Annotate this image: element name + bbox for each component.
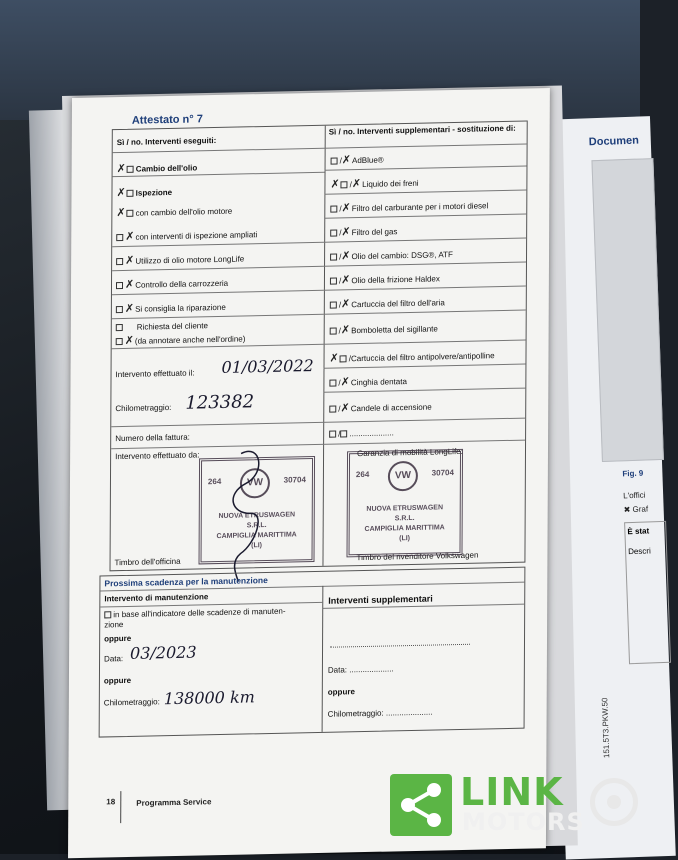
rivenditore-stamp: 264 30704 VW NUOVA ETRUSWAGEN S.R.L. CAMPIGLIA MARITTIMA (LI): [347, 449, 464, 557]
intervento-date: 01/03/2022: [221, 355, 314, 377]
left-row-3: ✗ con cambio dell'olio motore: [116, 205, 233, 220]
left-header: Sì / no. Interventi eseguiti:: [116, 135, 217, 148]
row-line: [323, 388, 525, 393]
left-row-6: ✗Controllo della carrozzeria: [116, 276, 228, 291]
row-line: [112, 266, 324, 271]
check-x-icon: ✗: [341, 201, 351, 215]
next-col1: Intervento di manutenzione: [104, 592, 209, 604]
page-title: Attestato n° 7: [131, 113, 203, 127]
right-page-box-title: È stat: [627, 526, 650, 537]
next-maintenance-box: [99, 567, 526, 738]
next-data-value: 03/2023: [130, 642, 197, 663]
check-x-icon: ✗: [340, 375, 350, 389]
check-x-icon: ✗: [341, 225, 351, 239]
next-indicator: in base all'indicatore delle scadenze di manuten-: [104, 607, 285, 620]
row-line: [324, 286, 526, 291]
next-r-data: Data: ....................: [327, 664, 394, 675]
right-page-text-2: ✖ Graf: [623, 504, 649, 515]
left-row-5: ✗Utilizzo di olio motore LongLife: [116, 251, 244, 267]
right-row-8: /✗Bomboletta del sigillante: [330, 321, 438, 336]
row-line: [324, 238, 526, 243]
intervento-da-label: Intervento effettuato da:: [115, 450, 200, 462]
next-oppure-2: oppure: [103, 675, 132, 686]
dotted-line: [330, 643, 470, 648]
check-x-icon: ✗: [124, 277, 135, 291]
right-row-7: /✗Cartuccia del filtro dell'aria: [330, 295, 445, 310]
watermark-motors-text: MOTORS: [462, 808, 585, 836]
share-icon: [390, 774, 452, 836]
right-row-5: /✗Olio del cambio: DSG®, ATF: [330, 247, 453, 263]
checkbox-icon: [116, 234, 123, 241]
right-row-10: /✗Cinghia dentata: [329, 374, 407, 389]
checkbox-icon: [329, 431, 336, 438]
footer-label: Programma Service: [136, 797, 212, 808]
timbro-officina: Timbro dell'officina: [114, 556, 181, 568]
left-row-1: ✗ Cambio dell'olio: [116, 161, 198, 176]
next-km-value: 138000 km: [163, 687, 255, 709]
next-col2: Interventi supplementari: [328, 593, 433, 606]
right-page-fig-label: Fig. 9: [622, 468, 644, 479]
checkbox-icon: [329, 406, 336, 413]
right-page-title: Documen: [588, 134, 640, 149]
right-row-1: /✗AdBlue®: [331, 152, 384, 166]
checkbox-icon: [340, 431, 347, 438]
right-row-2: ✗ /✗Liquido dei freni: [330, 176, 419, 191]
next-r-oppure: oppure: [327, 687, 355, 697]
check-x-icon: ✗: [329, 351, 339, 365]
check-x-icon: ✗: [125, 253, 135, 267]
row-line: [324, 214, 526, 219]
checkbox-icon: [116, 282, 123, 289]
row-line: [111, 418, 525, 428]
check-x-icon: ✗: [341, 153, 352, 167]
check-x-icon: ✗: [116, 205, 126, 220]
chilometraggio-value: 123382: [185, 391, 255, 414]
next-title: Prossima scadenza per la manutenzione: [104, 575, 268, 589]
right-page-figure: [591, 158, 664, 462]
next-km-label: Chilometraggio:: [103, 697, 160, 708]
right-row-4: /✗Filtro del gas: [330, 224, 397, 238]
checkbox-icon: [330, 328, 337, 335]
checkbox-icon: [116, 338, 123, 345]
right-row-12: / ....................: [329, 428, 394, 438]
checkbox-icon: [330, 230, 337, 237]
right-row-9: ✗ /Cartuccia del filtro antipolvere/antipolline: [329, 351, 495, 365]
checkbox-icon: [331, 158, 338, 165]
check-x-icon: ✗: [341, 273, 351, 287]
checkbox-icon: [127, 190, 134, 197]
intervento-label: Intervento effettuato il:: [115, 368, 195, 380]
row-line: [324, 310, 526, 315]
footer-divider: [120, 791, 121, 823]
right-row-3: /✗Filtro del carburante per i motori diesel: [330, 198, 488, 214]
row-line: [325, 165, 527, 170]
right-page-box-text: Descri: [627, 546, 651, 557]
check-x-icon: ✗: [330, 177, 340, 191]
service-page: [68, 88, 550, 858]
checkbox-icon: [330, 206, 337, 213]
check-x-icon: ✗: [116, 185, 126, 200]
check-x-icon: ✗: [116, 161, 126, 176]
service-grid: [110, 120, 528, 571]
right-page-text-1: L'offici: [623, 490, 646, 501]
row-line: [112, 242, 324, 247]
right-page-code: 151.5T3.PKW.50: [600, 697, 612, 759]
officina-stamp: 264 30704 VW NUOVA ETRUSWAGEN S.R.L. CAMPIGLIA MARITTIMA (LI): [199, 456, 316, 564]
checkbox-icon: [341, 182, 348, 189]
row-line: [112, 314, 324, 319]
left-row-8b: ✗(da annotare anche nell'ordine): [116, 331, 246, 347]
right-header: Sì / no. Interventi supplementari - sostituzione di:: [328, 123, 516, 137]
checkbox-icon: [330, 254, 337, 261]
check-x-icon: ✗: [340, 323, 351, 337]
check-x-icon: ✗: [124, 333, 134, 347]
garanzia-label: Garanzia di mobilità LongLife:: [357, 446, 463, 459]
checkbox-icon: [127, 166, 134, 173]
next-r-km: Chilometraggio: .....................: [327, 707, 433, 719]
checkbox-icon: [340, 356, 347, 363]
signature-icon: [220, 443, 271, 584]
vw-logo-icon: VW: [240, 468, 270, 499]
checkbox-icon: [330, 278, 337, 285]
numero-fattura-label: Numero della fattura:: [115, 432, 190, 444]
column-divider: [322, 126, 325, 566]
checkbox-icon: [116, 258, 123, 265]
checkbox-icon: [329, 380, 336, 387]
next-data-label: Data:: [104, 654, 124, 664]
check-x-icon: ✗: [341, 249, 351, 263]
check-x-icon: ✗: [351, 176, 362, 191]
row-line: [324, 190, 526, 195]
checkbox-icon: [127, 210, 134, 217]
next-oppure-1: oppure: [104, 633, 132, 644]
checkbox-icon: [104, 612, 111, 619]
check-x-icon: ✗: [125, 229, 135, 243]
left-row-2: ✗ Ispezione: [116, 185, 173, 200]
row-line: [324, 262, 526, 267]
check-x-icon: ✗: [341, 297, 351, 311]
row-line: [323, 364, 525, 369]
page-number: 18: [106, 797, 116, 807]
watermark-link-text: LINK: [460, 770, 564, 814]
next-indicator-2: zione: [104, 620, 124, 630]
timbro-rivenditore: Timbro del rivenditore Volkswagen: [356, 550, 479, 563]
right-page-box: [624, 521, 671, 664]
chilometraggio-label: Chilometraggio:: [115, 402, 172, 414]
checkbox-icon: [116, 306, 123, 313]
vw-logo-icon: VW: [388, 461, 418, 492]
wheel-icon: [590, 778, 638, 826]
check-x-icon: ✗: [340, 401, 350, 415]
left-row-7: ✗Si consiglia la riparazione: [116, 300, 226, 315]
left-row-8: Richiesta del cliente: [116, 321, 208, 332]
left-row-4: ✗con interventi di ispezione ampliati: [116, 227, 257, 243]
checkbox-icon: [330, 302, 337, 309]
checkbox-icon: [116, 324, 123, 331]
right-row-11: /✗Candele di accensione: [329, 400, 431, 415]
check-x-icon: ✗: [124, 301, 135, 315]
right-row-6: /✗Olio della frizione Haldex: [330, 271, 440, 286]
link-motors-watermark: [390, 770, 640, 840]
row-line: [112, 290, 324, 295]
